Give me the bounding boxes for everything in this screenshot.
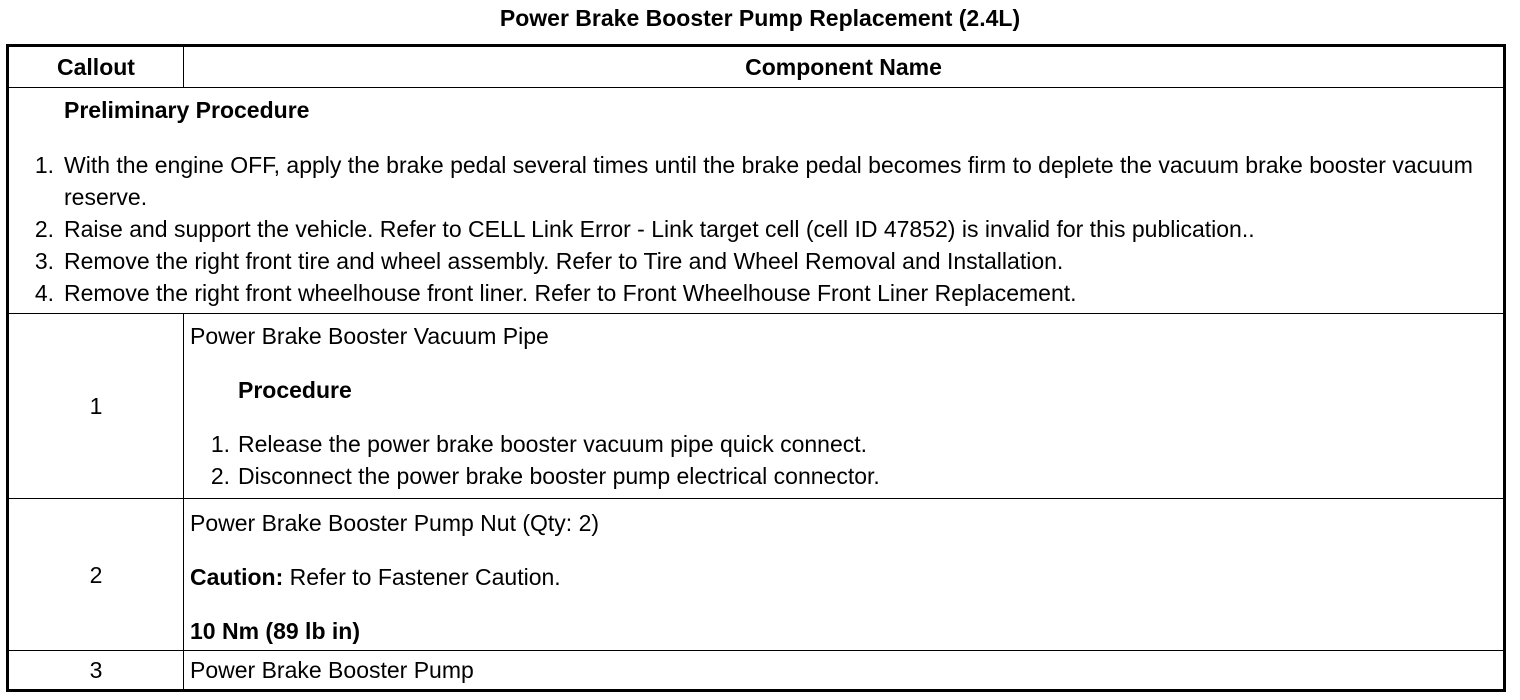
step-text: With the engine OFF, apply the brake pedal several times until the brake pedal becomes firm to deplete the vacuum brake booster vacuum reserve.	[64, 152, 1473, 210]
table-row	[8, 314, 1505, 499]
step-number: 4.	[34, 280, 54, 306]
list-item	[9, 213, 1503, 245]
list-item	[190, 460, 1497, 492]
table-row	[8, 651, 1505, 691]
table-header-row	[8, 46, 1505, 88]
table-row	[8, 499, 1505, 651]
list-item	[9, 245, 1503, 277]
step-text: Release the power brake booster vacuum pipe quick connect.	[238, 431, 868, 457]
procedure-heading: Procedure	[238, 377, 352, 403]
component-name: Power Brake Booster Pump	[184, 651, 1505, 691]
callout-number: 3	[8, 651, 184, 691]
step-text: Remove the right front tire and wheel assembly. Refer to Tire and Wheel Removal and Installation.	[64, 248, 1064, 274]
step-number: 1.	[34, 152, 54, 178]
component-cell	[184, 499, 1505, 651]
callout-column-header: Callout	[8, 46, 184, 88]
page-title: Power Brake Booster Pump Replacement (2.4L)	[499, 5, 1021, 31]
callout-number: 2	[8, 499, 184, 651]
procedure-table	[6, 44, 1506, 692]
caution-label: Caution:	[190, 564, 284, 590]
step-text: Remove the right front wheelhouse front liner. Refer to Front Wheelhouse Front Liner Replacement.	[64, 280, 1077, 306]
component-cell	[184, 314, 1505, 499]
preliminary-procedure-cell	[8, 88, 1505, 314]
callout-number: 1	[8, 314, 184, 499]
preliminary-procedure-heading: Preliminary Procedure	[64, 97, 310, 123]
torque-spec: 10 Nm (89 lb in)	[190, 618, 360, 644]
caution-note	[190, 561, 1497, 593]
component-name: Power Brake Booster Vacuum Pipe	[190, 323, 549, 349]
preliminary-procedure-row	[8, 88, 1505, 314]
step-text: Disconnect the power brake booster pump electrical connector.	[238, 463, 880, 489]
list-item	[9, 277, 1503, 309]
step-number: 2.	[34, 216, 54, 242]
list-item	[190, 428, 1497, 460]
caution-text: Refer to Fastener Caution.	[283, 564, 561, 590]
list-item	[9, 149, 1503, 213]
step-text: Raise and support the vehicle. Refer to CELL Link Error - Link target cell (cell ID 47852) is invalid for this publication..	[64, 216, 1255, 242]
component-column-header: Component Name	[184, 46, 1505, 88]
step-number: 1.	[210, 431, 230, 457]
step-number: 2.	[210, 463, 230, 489]
procedure-steps-list	[190, 428, 1497, 492]
component-name: Power Brake Booster Pump Nut (Qty: 2)	[190, 510, 600, 536]
preliminary-steps-list	[9, 149, 1503, 309]
step-number: 3.	[34, 248, 54, 274]
